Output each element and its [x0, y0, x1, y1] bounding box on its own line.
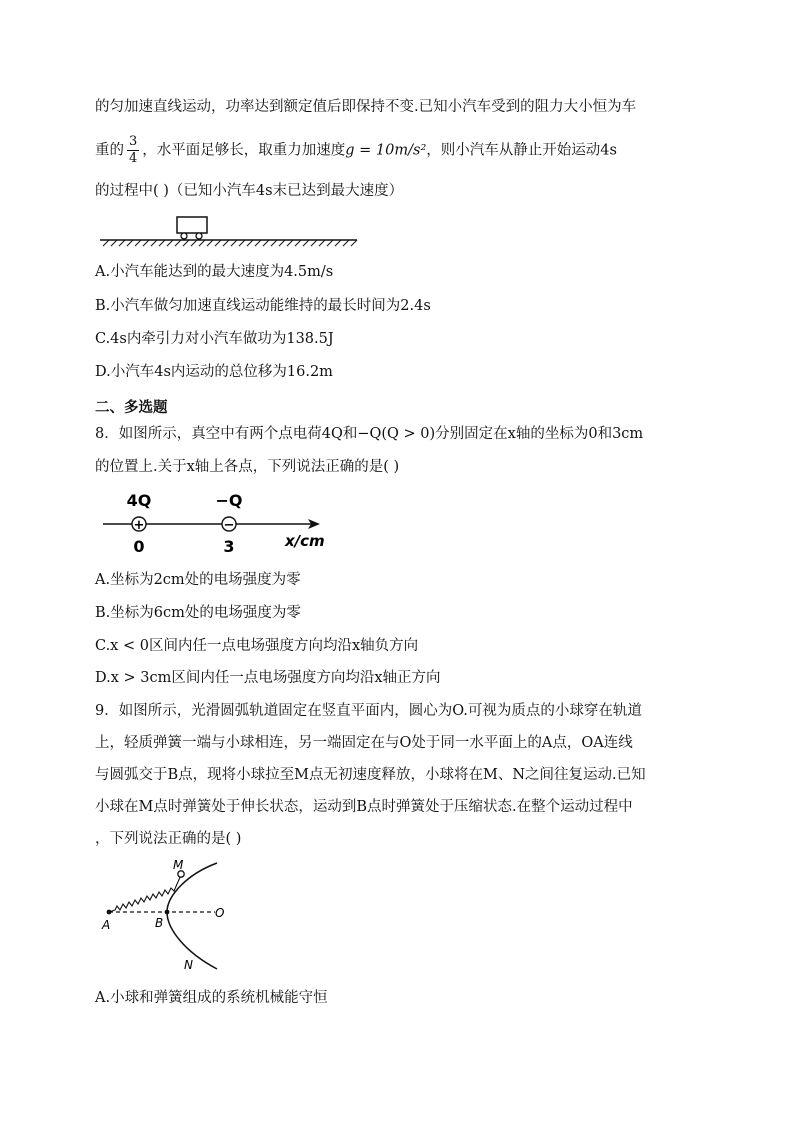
q9-line-2: 上，轻质弹簧一端与小球相连，另一端固定在与O处于同一水平面上的A点，OA连线	[95, 735, 633, 751]
q9-line-3: 与圆弧交于B点，现将小球拉至M点无初速度释放，小球将在M、N之间往复运动.已知	[95, 767, 646, 783]
q7-line-1: 的匀加速直线运动，功率达到额定值后即保持不变.已知小汽车受到的阻力大小恒为车	[95, 99, 637, 115]
q9-line-1: 9．如图所示，光滑圆弧轨道固定在竖直平面内，圆心为O.可视为质点的小球穿在轨道	[95, 703, 642, 719]
car-wheel-right	[196, 233, 202, 239]
q8-line-2: 的位置上.关于x轴上各点，下列说法正确的是( )	[95, 459, 400, 475]
positive-charge-sign: +	[133, 518, 145, 533]
charge-1-label: 4Q	[126, 491, 152, 510]
label-n: N	[184, 958, 193, 972]
circular-arc-track	[167, 863, 217, 969]
charges-on-x-axis-figure	[95, 488, 335, 560]
section-title: 二、多选题	[95, 400, 168, 416]
q7-option-a: A.小汽车能达到的最大速度为4.5m/s	[95, 264, 334, 280]
q7-line-2-mid: ，水平面足够长，取重力加速度	[142, 142, 346, 159]
tick-label-3: 3	[223, 537, 235, 556]
label-a: A	[102, 918, 111, 932]
q7-option-c: C.4s内牵引力对小汽车做功为138.5J	[95, 331, 334, 347]
label-o: O	[215, 906, 225, 920]
gravity-expression: g = 10m/s²	[345, 142, 427, 159]
q8-option-a: A.坐标为2cm处的电场强度为零	[95, 572, 301, 588]
q8-option-b: B.坐标为6cm处的电场强度为零	[95, 605, 301, 621]
car-body	[177, 217, 207, 233]
label-b: B	[155, 916, 164, 930]
label-m: M	[173, 858, 184, 872]
q9-line-5: ，下列说法正确的是( )	[95, 831, 242, 847]
q9-option-a: A.小球和弹簧组成的系统机械能守恒	[95, 990, 328, 1006]
q7-option-d: D.小汽车4s内运动的总位移为16.2m	[95, 364, 333, 380]
car-on-ground-figure	[95, 210, 360, 250]
q7-line-2	[95, 134, 617, 167]
point-b	[165, 910, 170, 915]
x-axis-label: x/cm	[285, 532, 325, 550]
tick-label-0: 0	[133, 537, 145, 556]
point-a	[107, 910, 112, 915]
negative-charge-sign: −	[223, 518, 235, 533]
q7-line-2-post: ，则小汽车从静止开始运动4s	[426, 142, 617, 159]
q7-line-3: 的过程中( )（已知小汽车4s末已达到最大速度）	[95, 183, 404, 199]
q7-option-b: B.小汽车做匀加速直线运动能维持的最长时间为2.4s	[95, 298, 431, 314]
q8-option-c: C.x < 0区间内任一点电场强度方向均沿x轴负方向	[95, 638, 419, 654]
charge-2-label: −Q	[215, 491, 243, 510]
q7-line-2-pre: 重的	[95, 142, 124, 159]
spring	[109, 875, 181, 912]
ground-hatching	[103, 240, 357, 246]
car-wheel-left	[181, 233, 187, 239]
arc-track-spring-figure	[95, 855, 245, 977]
q9-line-4: 小球在M点时弹簧处于伸长状态，运动到B点时弹簧处于压缩状态.在整个运动过程中	[95, 799, 633, 815]
q8-line-1: 8．如图所示，真空中有两个点电荷4Q和−Q(Q > 0)分别固定在x轴的坐标为0和3cm	[95, 426, 644, 442]
fraction-three-quarters: $\frac{3}{4}$	[129, 134, 138, 166]
q8-option-d: D.x > 3cm区间内任一点电场强度方向均沿x轴正方向	[95, 670, 441, 686]
